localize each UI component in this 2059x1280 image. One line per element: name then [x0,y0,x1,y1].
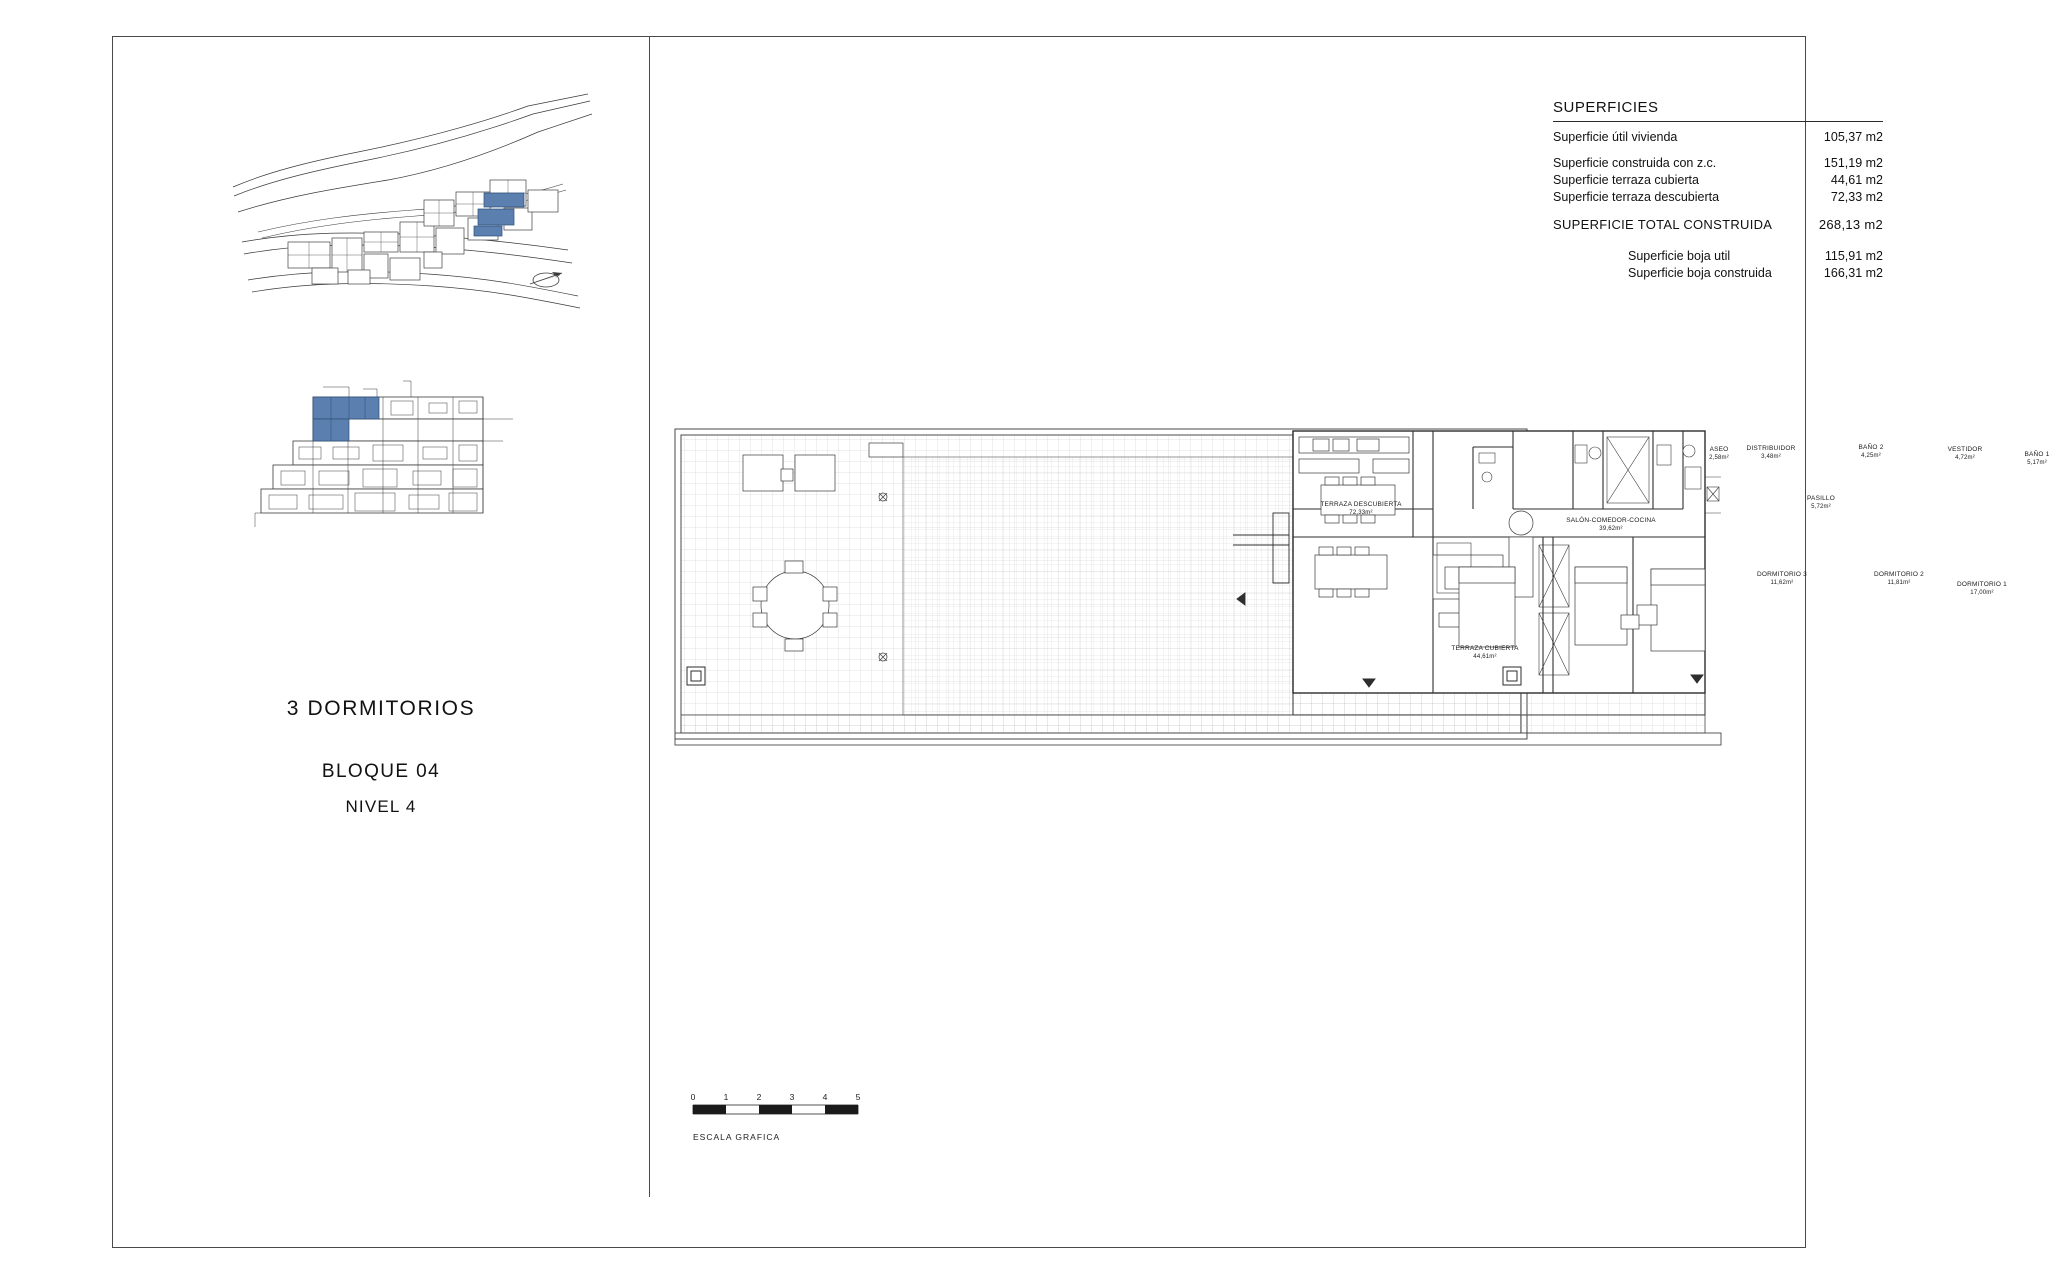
room-label: PASILLO 5,72m² [1806,495,1836,510]
scale-caption: ESCALA GRAFICA [693,1132,781,1142]
surface-value: 166,31 m2 [1823,266,1883,280]
surface-label: Superficie terraza cubierta [1553,173,1699,187]
surface-value: 105,37 m2 [1823,130,1883,144]
surface-value: 115,91 m2 [1824,249,1883,263]
surface-value: 72,33 m2 [1830,190,1883,204]
scale-bar-graphic [693,1104,893,1120]
site-plan [228,92,598,322]
surfaces-title-rule [1553,121,1883,122]
scale-tick-labels [690,1092,903,1104]
surface-value: 44,61 m2 [1830,173,1883,187]
surface-label: Superficie terraza descubierta [1553,190,1720,204]
scale-tick: 0 [690,1092,696,1102]
surfaces-total-label: SUPERFICIE TOTAL CONSTRUIDA [1553,217,1773,232]
surface-row [1553,172,1883,189]
surface-label: Superficie boja construida [1628,266,1772,280]
room-label: SALÓN-COMEDOR-COCINA 39,62m² [1566,517,1656,532]
surfaces-group-lower [1553,248,1883,282]
surface-row [1553,248,1883,265]
surfaces-group-built [1553,155,1883,206]
surfaces-table [1553,99,1883,282]
room-label: DORMITORIO 1 17,00m² [1957,581,2007,596]
surface-label: Superficie construida con z.c. [1553,156,1717,170]
scale-bar [690,1092,903,1142]
surface-label: Superficie boja util [1628,249,1731,263]
scale-tick: 5 [855,1092,861,1102]
room-label: ASEO 2,58m² [1709,446,1729,461]
room-label: BAÑO 1 5,17m² [2024,451,2050,466]
room-label: DISTRIBUIDOR 3,48m² [1746,445,1796,460]
surfaces-total-value: 268,13 m2 [1818,217,1883,232]
scale-tick: 1 [723,1092,729,1102]
scale-tick: 4 [822,1092,828,1102]
room-label: BAÑO 2 4,25m² [1858,444,1884,459]
scale-tick: 3 [789,1092,795,1102]
scale-tick: 2 [756,1092,762,1102]
surface-value: 151,19 m2 [1823,156,1883,170]
surface-row [1553,189,1883,206]
floor-plan [673,417,2050,777]
surface-row [1553,155,1883,172]
room-label: DORMITORIO 2 11,81m² [1874,571,1924,586]
room-label: DORMITORIO 3 11,62m² [1757,571,1807,586]
legend-block [113,697,649,817]
building-elevation [253,367,583,527]
legend-block-number: BLOQUE 04 [321,761,441,782]
room-label: VESTIDOR 4,72m² [1947,446,1983,461]
surface-row [1553,129,1883,146]
surfaces-title: SUPERFICIES [1553,99,1659,116]
drawing-sheet [112,36,2050,1248]
legend-bedrooms: 3 DORMITORIOS [286,697,476,720]
surfaces-total-row [1553,217,1883,232]
surface-row [1553,265,1883,282]
room-label: TERRAZA CUBIERTA 44,61m² [1451,645,1519,660]
sheet-divider [649,37,650,1197]
surface-label: Superficie útil vivienda [1553,130,1678,144]
legend-level: NIVEL 4 [345,797,417,816]
room-label: TERRAZA DESCUBIERTA 72,33m² [1320,501,1402,516]
